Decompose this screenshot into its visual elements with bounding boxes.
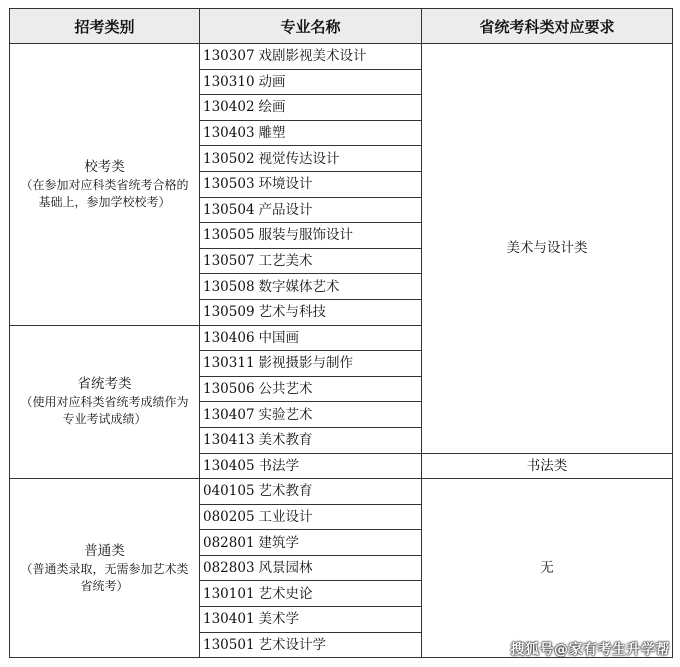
major-cell xyxy=(200,581,422,607)
major-cell xyxy=(200,146,422,172)
major-cell xyxy=(200,248,422,274)
major-cell xyxy=(200,453,422,479)
major-code: 130101 xyxy=(203,585,255,602)
major-name: 服装与服饰设计 xyxy=(258,227,354,244)
category-title: 校考类 xyxy=(84,158,125,175)
major-name: 艺术设计学 xyxy=(258,636,327,653)
header-row xyxy=(10,9,673,44)
major-name: 中国画 xyxy=(258,329,300,346)
requirement-calligraphy: 书法类 xyxy=(422,453,673,479)
major-code: 130311 xyxy=(203,355,255,372)
major-code: 080205 xyxy=(203,508,255,525)
major-cell xyxy=(200,427,422,453)
major-name: 艺术教育 xyxy=(258,483,313,500)
major-code: 130502 xyxy=(203,150,255,167)
category-note: （在参加对应科类省统考合格的基础上，参加学校校考） xyxy=(20,177,189,209)
major-name: 美术学 xyxy=(258,611,300,628)
major-cell xyxy=(200,504,422,530)
major-code: 130413 xyxy=(203,432,255,449)
category-note: （使用对应科类省统考成绩作为专业考试成绩） xyxy=(20,395,189,427)
requirement-none: 无 xyxy=(422,479,673,658)
major-code: 082803 xyxy=(203,560,255,577)
major-cell xyxy=(200,402,422,428)
major-cell xyxy=(200,120,422,146)
major-code: 130403 xyxy=(203,125,255,142)
watermark: 搜狐号@家有考生升学帮 xyxy=(510,642,670,658)
major-cell xyxy=(200,171,422,197)
major-code: 040105 xyxy=(203,483,255,500)
major-cell xyxy=(200,95,422,121)
major-code: 130503 xyxy=(203,176,255,193)
table-body xyxy=(10,44,673,658)
major-name: 影视摄影与制作 xyxy=(258,355,354,372)
major-name: 戏剧影视美术设计 xyxy=(258,48,367,65)
major-code: 130307 xyxy=(203,48,255,65)
major-name: 艺术与科技 xyxy=(258,304,327,321)
major-cell xyxy=(200,325,422,351)
major-cell xyxy=(200,274,422,300)
major-code: 130507 xyxy=(203,253,255,270)
major-code: 130501 xyxy=(203,636,255,653)
major-name: 视觉传达设计 xyxy=(258,150,340,167)
category-cell xyxy=(10,479,200,658)
major-code: 130505 xyxy=(203,227,255,244)
major-cell xyxy=(200,44,422,70)
major-cell xyxy=(200,223,422,249)
major-name: 公共艺术 xyxy=(258,381,313,398)
category-title: 省统考类 xyxy=(77,376,132,393)
requirement-art-design: 美术与设计类 xyxy=(422,44,673,454)
major-cell xyxy=(200,299,422,325)
major-name: 艺术史论 xyxy=(258,585,313,602)
major-code: 082801 xyxy=(203,534,255,551)
major-name: 建筑学 xyxy=(258,534,300,551)
header-category: 招考类别 xyxy=(10,9,200,44)
major-cell xyxy=(200,69,422,95)
major-name: 环境设计 xyxy=(258,176,313,193)
major-name: 实验艺术 xyxy=(258,406,313,423)
major-name: 动画 xyxy=(258,73,286,90)
major-code: 130405 xyxy=(203,457,255,474)
major-name: 美术教育 xyxy=(258,432,313,449)
major-name: 雕塑 xyxy=(258,125,286,142)
major-cell xyxy=(200,607,422,633)
major-name: 工业设计 xyxy=(258,508,313,525)
major-code: 130402 xyxy=(203,99,255,116)
major-name: 工艺美术 xyxy=(258,253,313,270)
category-cell xyxy=(10,44,200,326)
category-title: 普通类 xyxy=(84,542,125,559)
major-code: 130401 xyxy=(203,611,255,628)
major-cell xyxy=(200,351,422,377)
admission-table xyxy=(9,8,673,658)
major-code: 130406 xyxy=(203,329,255,346)
table-row xyxy=(10,479,673,505)
major-code: 130310 xyxy=(203,73,255,90)
major-name: 风景园林 xyxy=(258,560,313,577)
category-cell xyxy=(10,325,200,479)
major-code: 130504 xyxy=(203,201,255,218)
major-code: 130509 xyxy=(203,304,255,321)
major-code: 130407 xyxy=(203,406,255,423)
header-major: 专业名称 xyxy=(200,9,422,44)
major-name: 数字媒体艺术 xyxy=(258,278,340,295)
major-name: 绘画 xyxy=(258,99,286,116)
major-cell xyxy=(200,479,422,505)
major-cell xyxy=(200,376,422,402)
major-cell xyxy=(200,555,422,581)
header-requirement: 省统考科类对应要求 xyxy=(422,9,673,44)
major-code: 130506 xyxy=(203,381,255,398)
major-code: 130508 xyxy=(203,278,255,295)
category-note: （普通类录取，无需参加艺术类省统考） xyxy=(20,561,189,593)
table-row xyxy=(10,44,673,70)
major-cell xyxy=(200,197,422,223)
major-name: 产品设计 xyxy=(258,201,313,218)
major-name: 书法学 xyxy=(258,457,300,474)
major-cell xyxy=(200,530,422,556)
major-cell xyxy=(200,632,422,658)
